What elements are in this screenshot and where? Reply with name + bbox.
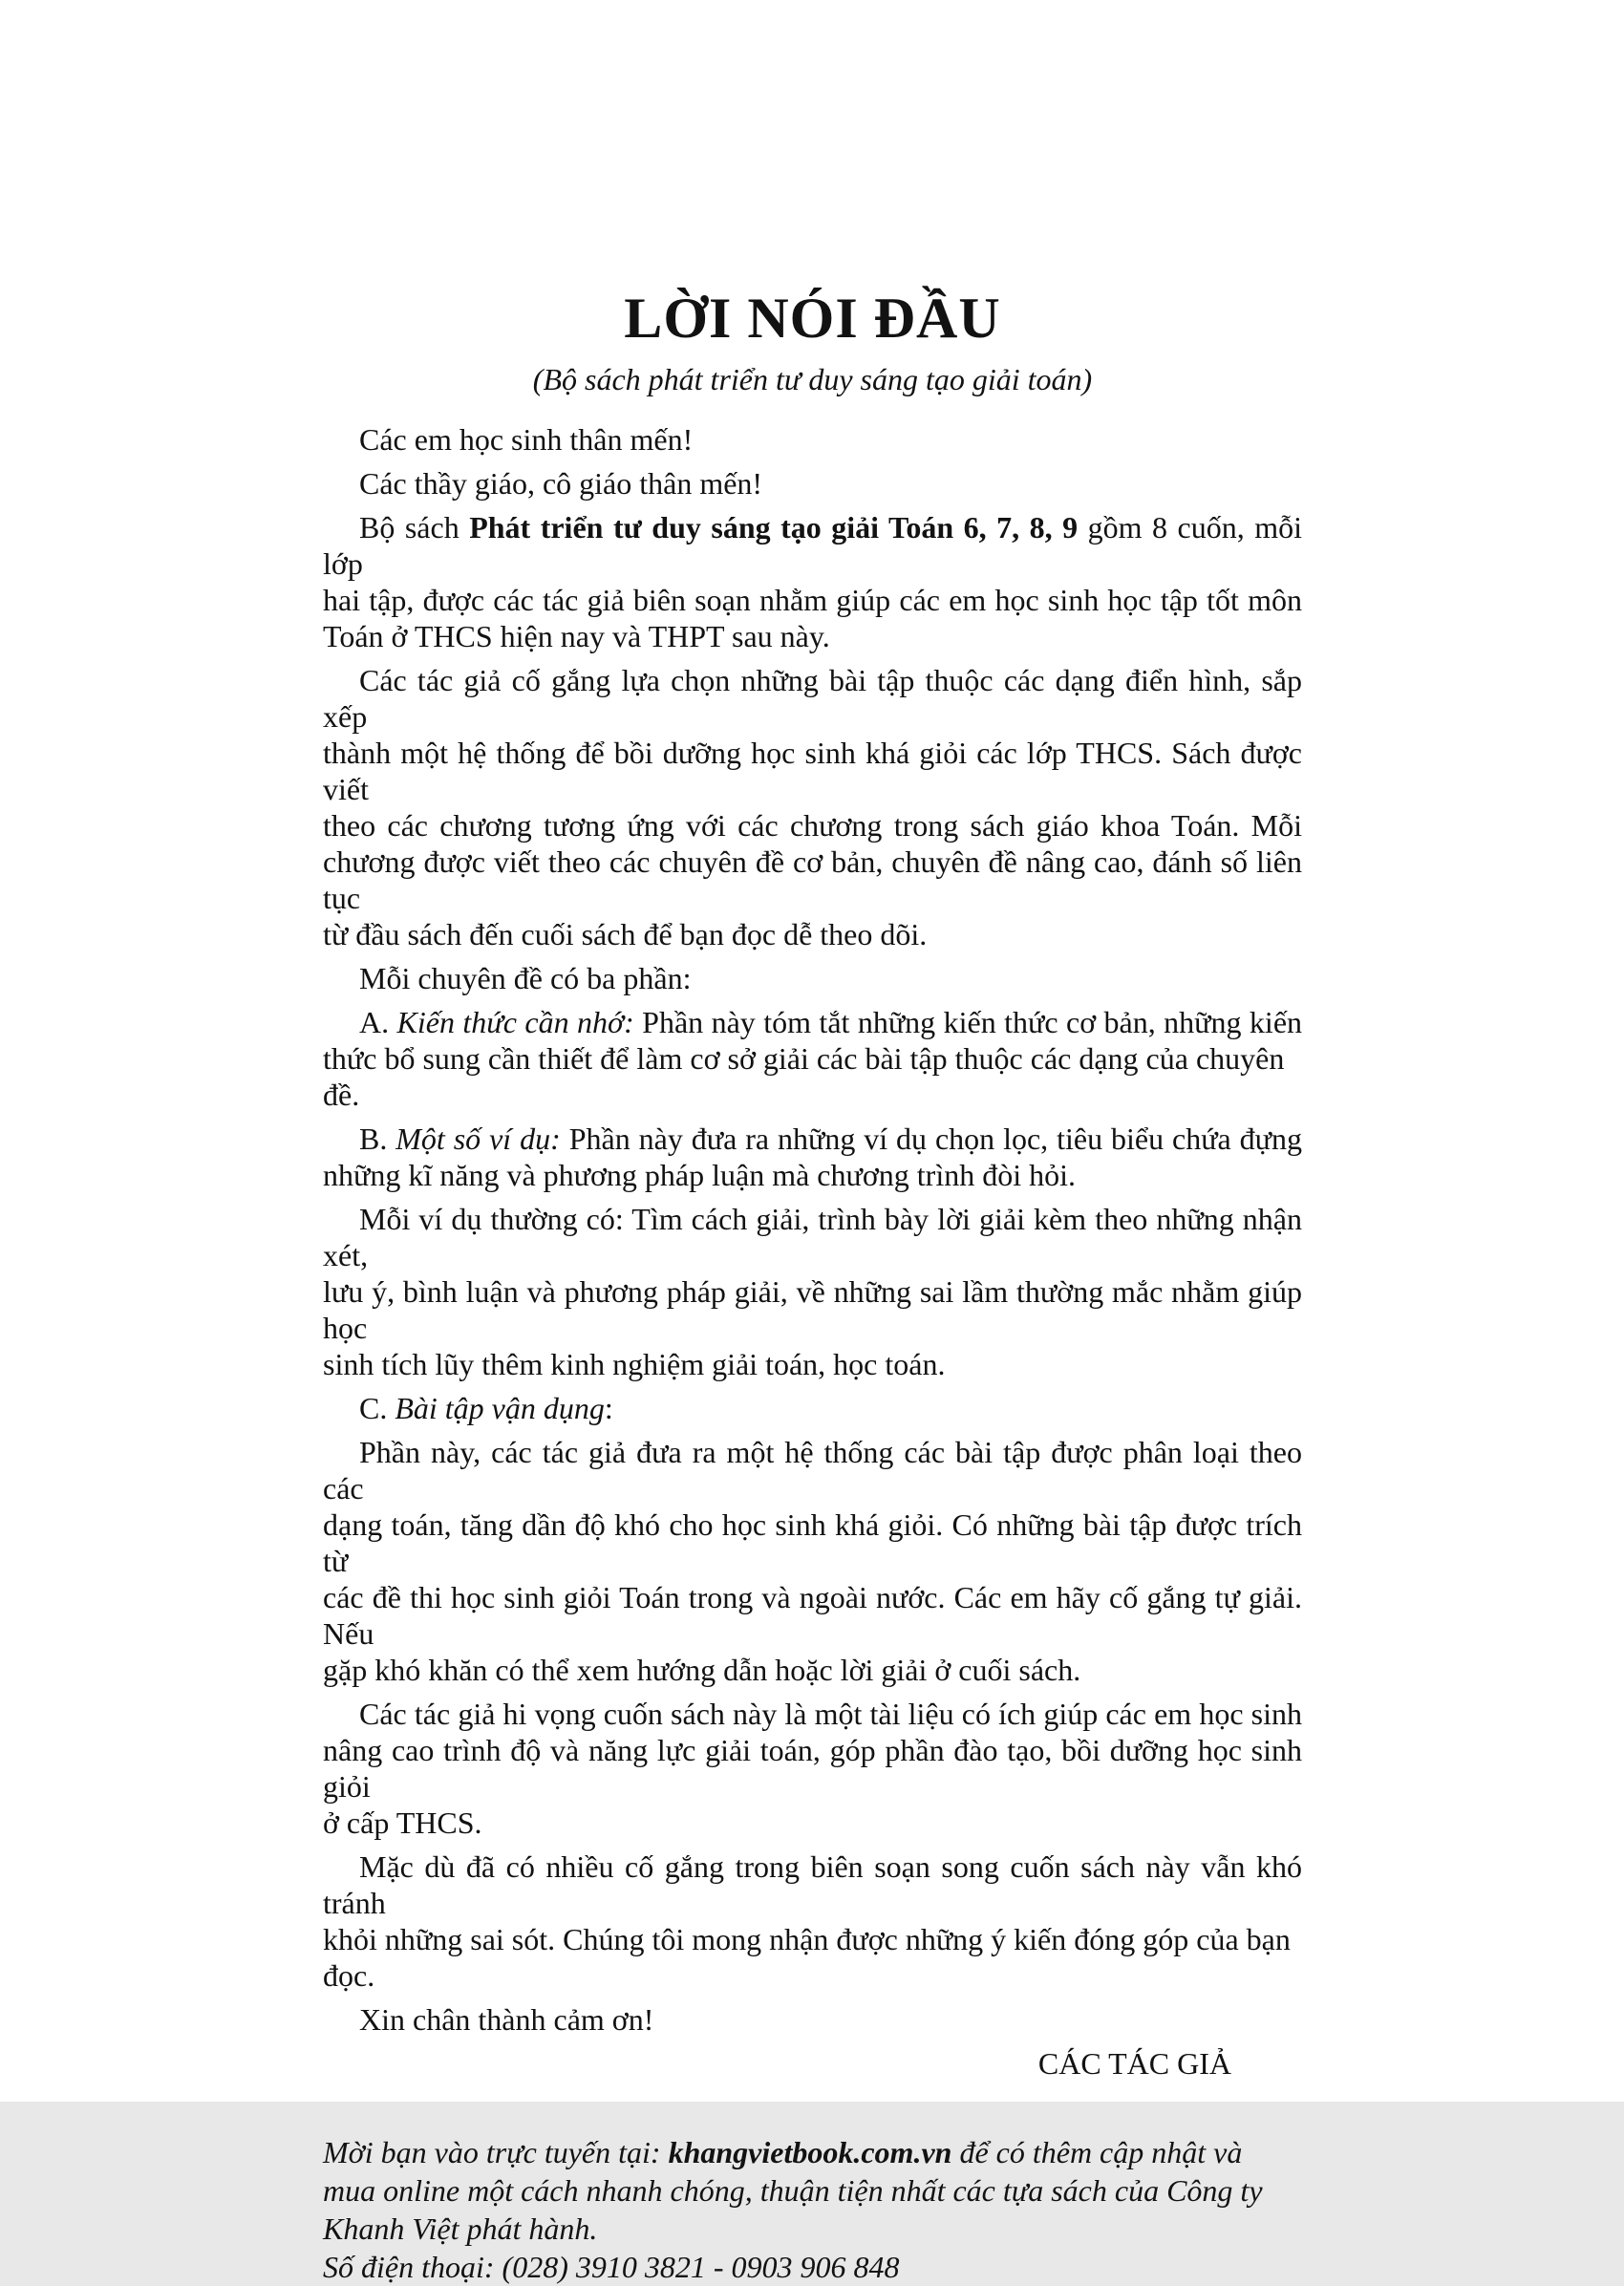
paragraph [323,421,1302,458]
text-line [323,1805,1302,1841]
text-line [323,1732,1302,1805]
text-segment: gặp khó khăn có thể xem hướng dẫn hoặc lời giải ở cuối sách. [323,1653,1081,1687]
text-segment: Các tác giả cố gắng lựa chọn những bài tập thuộc các dạng điển hình, sắp xếp [323,663,1302,734]
text-segment: ở cấp THCS. [323,1805,482,1840]
publisher-note [323,2133,1302,2286]
text-line [323,618,1302,654]
text-segment: Phần này đưa ra những ví dụ chọn lọc, tiêu biểu chứa đựng [560,1122,1303,1156]
text-segment: C. [359,1391,395,1425]
text-segment: Mỗi ví dụ thường có: Tìm cách giải, trình bày lời giải kèm theo những nhận xét, [323,1202,1302,1272]
text-line [323,1696,1302,1732]
text-line [323,2248,1302,2286]
text-line [323,1346,1302,1382]
paragraph [323,509,1302,654]
text-segment: mua online một cách nhanh chóng, thuận tiện nhất các tựa sách của Công ty [323,2173,1263,2208]
text-line [323,465,1302,502]
text-segment: Các thầy giáo, cô giáo thân mến! [359,466,763,501]
text-line [323,509,1302,582]
text-line [323,1390,1302,1426]
text-segment: Mỗi chuyên đề có ba phần: [359,961,692,995]
text-line [323,1201,1302,1273]
paragraph [323,1004,1302,1113]
text-line [323,1273,1302,1346]
text-segment: A. [359,1005,397,1039]
paragraph [323,1121,1302,1193]
text-segment: Xin chân thành cảm ơn! [359,2002,654,2037]
text-segment: Phần này tóm tắt những kiến thức cơ bản, những kiến [633,1005,1303,1039]
text-segment: Các tác giả hi vọng cuốn sách này là một tài liệu có ích giúp các em học sinh [359,1697,1302,1731]
paragraph [323,662,1302,952]
text-segment: thức bổ sung cần thiết để làm cơ sở giải các bài tập thuộc các dạng của chuyên đề. [323,1041,1285,1112]
text-line [323,1434,1302,1506]
text-line [323,916,1302,952]
paragraph [323,1696,1302,1841]
paragraph [323,2001,1302,2038]
text-segment: thành một hệ thống để bồi dưỡng học sinh khá giỏi các lớp THCS. Sách được viết [323,736,1302,806]
text-segment: khangvietbook.com.vn [668,2135,952,2169]
body-paragraphs [323,421,1302,2038]
text-segment: Một số ví dụ: [395,1122,561,1156]
text-segment: Mời bạn vào trực tuyến tại: [323,2135,669,2169]
text-segment: Bộ sách [359,510,470,545]
text-line [323,735,1302,807]
text-segment: lưu ý, bình luận và phương pháp giải, về những sai lầm thường mắc nhằm giúp học [323,1274,1302,1345]
text-segment: Các em học sinh thân mến! [359,422,694,457]
text-segment: Phần này, các tác giả đưa ra một hệ thống các bài tập được phân loại theo các [323,1435,1302,1506]
text-segment: các đề thi học sinh giỏi Toán trong và ngoài nước. Các em hãy cố gắng tự giải. Nếu [323,1580,1302,1651]
text-line [323,662,1302,735]
paragraph [323,465,1302,502]
text-segment: khỏi những sai sót. Chúng tôi mong nhận được những ý kiến đóng góp của bạn đọc. [323,1922,1291,1993]
text-line [323,1506,1302,1579]
text-segment: Phát triển tư duy sáng tạo giải Toán 6, 7, 8, 9 [469,510,1079,545]
paragraph [323,1434,1302,1688]
text-line [323,844,1302,916]
document-content [323,0,1302,2286]
text-segment: B. [359,1122,396,1156]
text-segment: theo các chương tương ứng với các chương trong sách giáo khoa Toán. Mỗi [323,808,1302,843]
text-segment: nâng cao trình độ và năng lực giải toán, góp phần đào tạo, bồi dưỡng học sinh giỏi [323,1733,1302,1804]
text-line [323,2001,1302,2038]
text-segment: sinh tích lũy thêm kinh nghiệm giải toán, học toán. [323,1347,946,1381]
text-segment: Toán ở THCS hiện nay và THPT sau này. [323,619,830,653]
text-segment: Bài tập vận dụng [395,1391,605,1425]
text-segment: Mặc dù đã có nhiều cố gắng trong biên soạn song cuốn sách này vẫn khó tránh [323,1849,1302,1920]
paragraph [323,1201,1302,1382]
text-segment: những kĩ năng và phương pháp luận mà chương trình đòi hỏi. [323,1158,1076,1192]
text-segment: hai tập, được các tác giả biên soạn nhằm giúp các em học sinh học tập tốt môn [323,583,1302,617]
text-line [323,1579,1302,1652]
text-line [323,1652,1302,1688]
text-line [323,421,1302,458]
subtitle: (Bộ sách phát triển tư duy sáng tạo giải toán) [532,362,1093,396]
text-line [323,807,1302,844]
paragraph [323,1848,1302,1994]
text-segment: Kiến thức cần nhớ: [396,1005,634,1039]
text-segment: Số điện thoại: (028) 3910 3821 - 0903 906 848 [323,2250,900,2284]
text-line [323,1921,1302,1994]
text-line [323,582,1302,618]
text-line [323,2210,1302,2248]
text-segment: từ đầu sách đến cuối sách để bạn đọc dễ theo dõi. [323,917,928,951]
text-segment: : [604,1391,613,1425]
text-line [323,1157,1302,1193]
text-segment: chương được viết theo các chuyên đề cơ bản, chuyên đề nâng cao, đánh số liên tục [323,844,1302,915]
authors-signature: CÁC TÁC GIẢ [1037,2046,1231,2081]
text-line [323,1121,1302,1157]
paragraph [323,960,1302,996]
text-segment: gồm 8 cuốn, mỗi lớp [323,510,1303,581]
paragraph [323,1390,1302,1426]
text-line [323,1848,1302,1921]
text-segment: để có thêm cập nhật và [951,2135,1243,2169]
text-line [323,2171,1302,2210]
text-segment: dạng toán, tăng dần độ khó cho học sinh khá giỏi. Có những bài tập được trích từ [323,1507,1302,1578]
text-segment: Khanh Việt phát hành. [323,2211,598,2246]
text-line [323,1040,1302,1113]
text-line [323,960,1302,996]
text-line [323,2133,1302,2171]
page-title: LỜI NÓI ĐẦU [624,287,1001,350]
text-line [323,1004,1302,1040]
